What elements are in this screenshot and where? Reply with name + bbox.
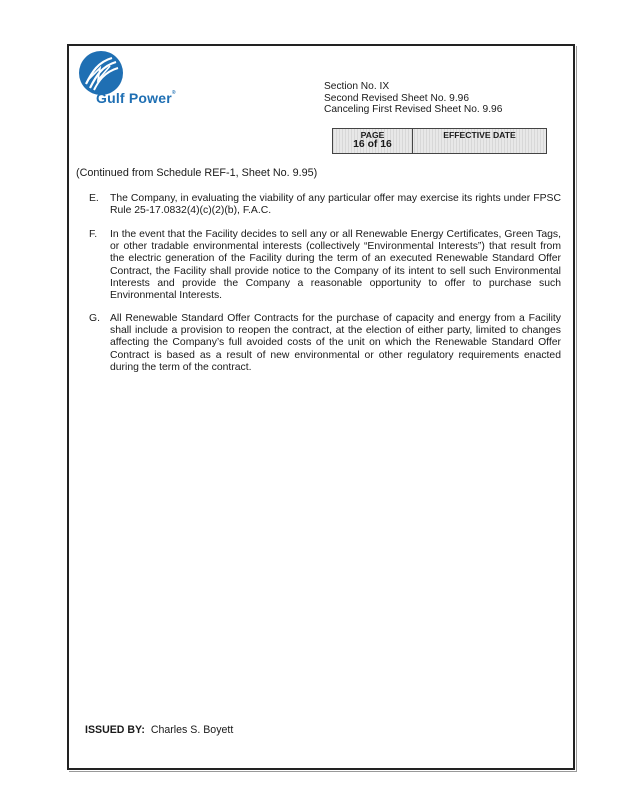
list-item (89, 229, 561, 302)
effective-date-cell (413, 129, 546, 153)
item-letter: G. (89, 313, 100, 324)
item-text: All Renewable Standard Offer Contracts for the purchase of capacity and energy from a Facility shall include a provision to reopen the contract, at the election of either party, limited to changes affecting the Company’s full avoided costs of the unit on which the Renewable Standard Offer Contract is based as a result of new environmental or other regulatory requirements enacted during the term of the contract. (110, 313, 561, 373)
issued-by-name: Charles S. Boyett (150, 724, 234, 736)
section-info (324, 81, 502, 116)
list-item (89, 193, 561, 217)
brand-name (96, 90, 176, 106)
page-value: 16 of 16 (353, 139, 392, 150)
item-text: The Company, in evaluating the viability of any particular offer may exercise its rights under FPSC Rule 25-17.0832(4)(c)(2)(b), F.A.C. (110, 193, 561, 217)
brand-name-text: Gulf Power (96, 90, 172, 106)
item-text: In the event that the Facility decides to sell any or all Renewable Energy Certificates, Green Tags, or other tradable environmental interests (collectively “Environmental Interests”) that result from the electric generation of the Facility during the term of an executed Renewable Standard Offer Contract, the Facility shall provide notice to the Company of its intent to sell such Environmental Interests and provide the Company a reasonable opportunity to offer to purchase such Environmental Interests. (110, 229, 561, 302)
sheet-revision: Second Revised Sheet No. 9.96 (324, 92, 469, 104)
brand-mark: ® (171, 90, 176, 96)
issued-by (85, 724, 233, 736)
item-letter: E. (89, 193, 99, 204)
issued-by-label: ISSUED BY: (85, 724, 145, 736)
canceling-sheet: Canceling First Revised Sheet No. 9.96 (324, 104, 503, 115)
page-label: PAGE (360, 130, 385, 140)
item-letter: F. (89, 229, 98, 240)
list-item (89, 313, 561, 374)
section-number: Section No. IX (324, 81, 390, 92)
continued-note: (Continued from Schedule REF-1, Sheet No. 9.95) (76, 167, 318, 179)
page-cell (333, 129, 413, 153)
page-info-box (332, 128, 547, 154)
effective-date-label: EFFECTIVE DATE (443, 130, 516, 140)
